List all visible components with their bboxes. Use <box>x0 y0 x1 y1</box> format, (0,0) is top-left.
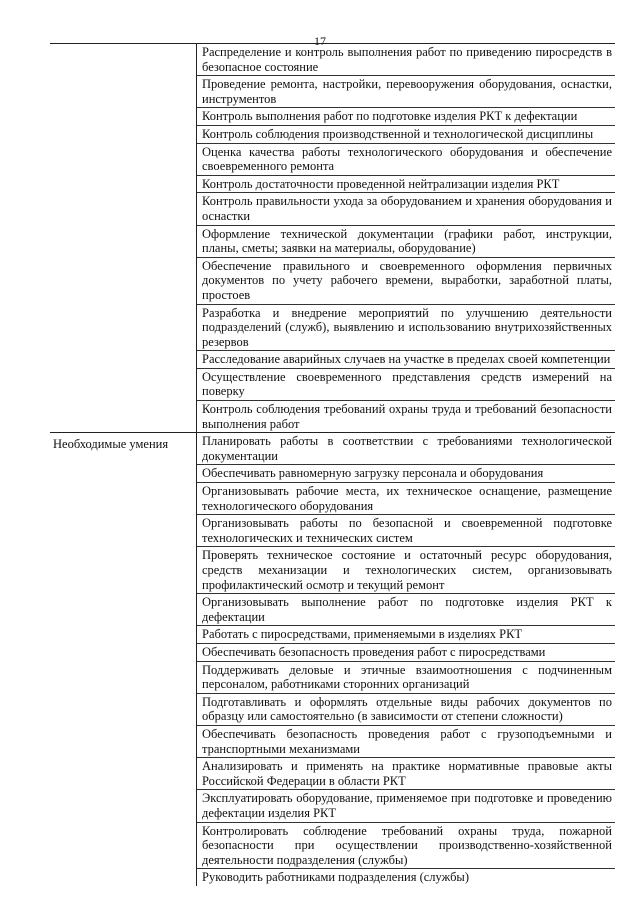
table-row: Оформление технической документации (графики работ, инструкции, планы, сметы; заявки на материалы, оборудование) <box>197 226 615 258</box>
table-row: Разработка и внедрение мероприятий по улучшению деятельности подразделений (служб), выявлению и использованию внутрихозяйственных резервов <box>197 305 615 352</box>
section-items <box>196 44 615 432</box>
table-row: Эксплуатировать оборудование, применяемое при подготовке и проведению дефектации изделия РКТ <box>197 790 615 822</box>
table-row: Организовывать рабочие места, их техническое оснащение, размещение технологического оборудования <box>197 483 615 515</box>
table-row: Поддерживать деловые и этичные взаимоотношения с подчиненным персоналом, работниками сторонних организаций <box>197 662 615 694</box>
table-row: Организовывать выполнение работ по подготовке изделия РКТ к дефектации <box>197 594 615 626</box>
section-label <box>50 44 196 432</box>
table-row: Контроль выполнения работ по подготовке изделия РКТ к дефектации <box>197 108 615 126</box>
table-row: Контроль достаточности проведенной нейтрализации изделия РКТ <box>197 176 615 194</box>
table-row: Осуществление своевременного представления средств измерений на поверку <box>197 369 615 401</box>
table-row: Анализировать и применять на практике нормативные правовые акты Российской Федерации в области РКТ <box>197 758 615 790</box>
page-number: 17 <box>314 34 326 48</box>
table-row: Контролировать соблюдение требований охраны труда, пожарной безопасности при осуществлении производственно-хозяйственной деятельности подразделения (службы) <box>197 823 615 870</box>
table-section <box>50 433 615 886</box>
table-row: Проведение ремонта, настройки, перевооружения оборудования, оснастки, инструментов <box>197 76 615 108</box>
table-section <box>50 44 615 433</box>
table-row: Обеспечение правильного и своевременного оформления первичных документов по учету рабочего времени, выработки, заработной платы, простоев <box>197 258 615 305</box>
table-row: Организовывать работы по безопасной и своевременной подготовке технологических и технических систем <box>197 515 615 547</box>
table-row: Расследование аварийных случаев на участке в пределах своей компетенции <box>197 351 615 369</box>
competency-table <box>50 43 615 886</box>
table-row: Контроль правильности ухода за оборудованием и хранения оборудования и оснастки <box>197 193 615 225</box>
table-row: Распределение и контроль выполнения работ по приведению пиросредств в безопасное состояние <box>197 44 615 76</box>
table-row: Руководить работниками подразделения (службы) <box>202 870 469 885</box>
section-items <box>196 433 615 886</box>
table-row: Работать с пиросредствами, применяемыми в изделиях РКТ <box>197 626 615 644</box>
table-row: Контроль соблюдения производственной и технологической дисциплины <box>197 126 615 144</box>
table-row: Обеспечивать безопасность проведения работ с пиросредствами <box>197 644 615 662</box>
table-row: Подготавливать и оформлять отдельные виды рабочих документов по образцу или самостоятельно (в зависимости от степени сложности) <box>197 694 615 726</box>
table-row: Контроль соблюдения требований охраны труда и требований безопасности выполнения работ <box>202 402 612 431</box>
section-label: Необходимые умения <box>53 437 169 452</box>
table-row: Обеспечивать равномерную загрузку персонала и оборудования <box>197 465 615 483</box>
table-row: Планировать работы в соответствии с требованиями технологической документации <box>197 433 615 465</box>
table-row: Обеспечивать безопасность проведения работ с грузоподъемными и транспортными механизмами <box>197 726 615 758</box>
table-row: Оценка качества работы технологического оборудования и обеспечение своевременного ремонта <box>197 144 615 176</box>
table-row: Проверять техническое состояние и остаточный ресурс оборудования, средств механизации и технологических систем, организовывать профилактический осмотр и текущий ремонт <box>197 547 615 594</box>
